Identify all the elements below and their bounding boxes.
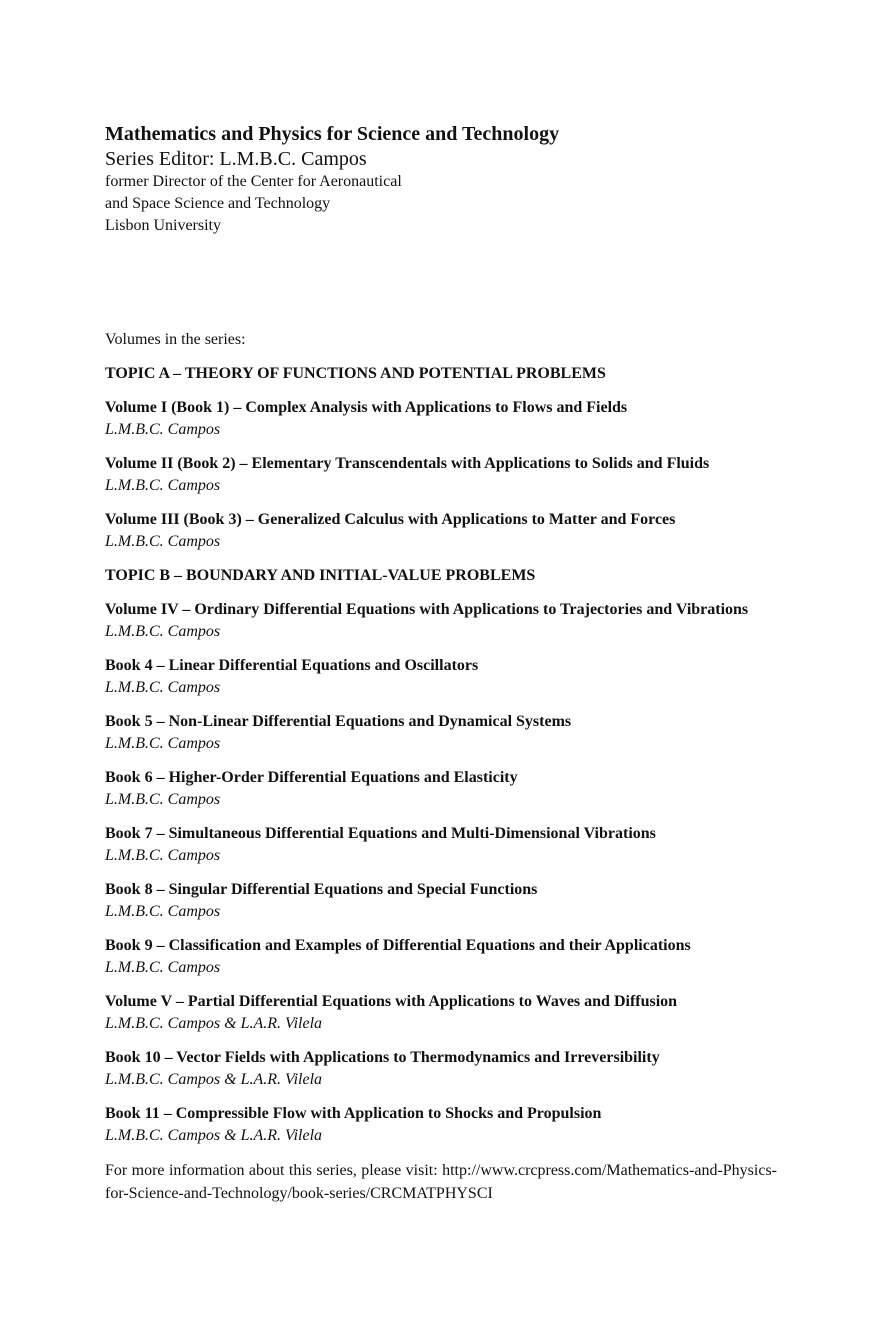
affiliation-line: and Space Science and Technology [105,195,331,212]
book-title: Book 4 – Linear Differential Equations and Oscillators [105,657,479,674]
book-entry [105,935,777,979]
book-title: Book 5 – Non-Linear Differential Equations and Dynamical Systems [105,713,572,730]
series-page [105,121,777,1205]
book-entry [105,1103,777,1147]
book-entry [105,879,777,923]
affiliation-line: former Director of the Center for Aeronautical [105,173,402,190]
book-author: L.M.B.C. Campos & L.A.R. Vilela [105,1127,323,1144]
volume-title: Volume I (Book 1) – Complex Analysis with Applications to Flows and Fields [105,399,628,416]
volume-author: L.M.B.C. Campos [105,623,221,640]
book-entry [105,823,777,867]
book-title: Book 9 – Classification and Examples of Differential Equations and their Applications [105,937,691,954]
series-title: Mathematics and Physics for Science and Technology [105,123,560,145]
book-title: Book 8 – Singular Differential Equations and Special Functions [105,881,538,898]
book-entry [105,1047,777,1091]
volume-entry [105,599,777,643]
volume-author: L.M.B.C. Campos [105,421,221,438]
book-author: L.M.B.C. Campos [105,959,221,976]
affiliation-line: Lisbon University [105,217,221,234]
volumes-label: Volumes in the series: [105,331,246,348]
volume-entry [105,509,777,553]
book-author: L.M.B.C. Campos [105,903,221,920]
volume-author: L.M.B.C. Campos [105,533,221,550]
book-title: Book 6 – Higher-Order Differential Equations and Elasticity [105,769,518,786]
book-author: L.M.B.C. Campos & L.A.R. Vilela [105,1071,323,1088]
volume-entry [105,991,777,1035]
book-entry [105,711,777,755]
series-editor: Series Editor: L.M.B.C. Campos [105,148,367,170]
volume-title: Volume V – Partial Differential Equations with Applications to Waves and Diffusion [105,993,678,1010]
book-author: L.M.B.C. Campos [105,847,221,864]
book-title: Book 7 – Simultaneous Differential Equations and Multi-Dimensional Vibrations [105,825,656,842]
volume-author: L.M.B.C. Campos & L.A.R. Vilela [105,1015,323,1032]
volume-title: Volume II (Book 2) – Elementary Transcendentals with Applications to Solids and Fluids [105,455,710,472]
more-info-text: For more information about this series, please visit: http://www.crcpress.com/Mathematics-and-Physics-for-Science-and-Technology/book-series/CRCMATPHYSCI [105,1162,777,1202]
volume-title: Volume IV – Ordinary Differential Equations with Applications to Trajectories and Vibrations [105,601,749,618]
book-title: Book 11 – Compressible Flow with Application to Shocks and Propulsion [105,1105,602,1122]
book-title: Book 10 – Vector Fields with Applications to Thermodynamics and Irreversibility [105,1049,660,1066]
book-author: L.M.B.C. Campos [105,679,221,696]
volume-entry [105,453,777,497]
book-author: L.M.B.C. Campos [105,735,221,752]
topic-heading-b: TOPIC B – BOUNDARY AND INITIAL-VALUE PROBLEMS [105,567,536,584]
volume-entry [105,397,777,441]
topic-heading-a: TOPIC A – THEORY OF FUNCTIONS AND POTENTIAL PROBLEMS [105,365,606,382]
book-entry [105,655,777,699]
volume-author: L.M.B.C. Campos [105,477,221,494]
volume-title: Volume III (Book 3) – Generalized Calculus with Applications to Matter and Forces [105,511,676,528]
book-author: L.M.B.C. Campos [105,791,221,808]
book-entry [105,767,777,811]
